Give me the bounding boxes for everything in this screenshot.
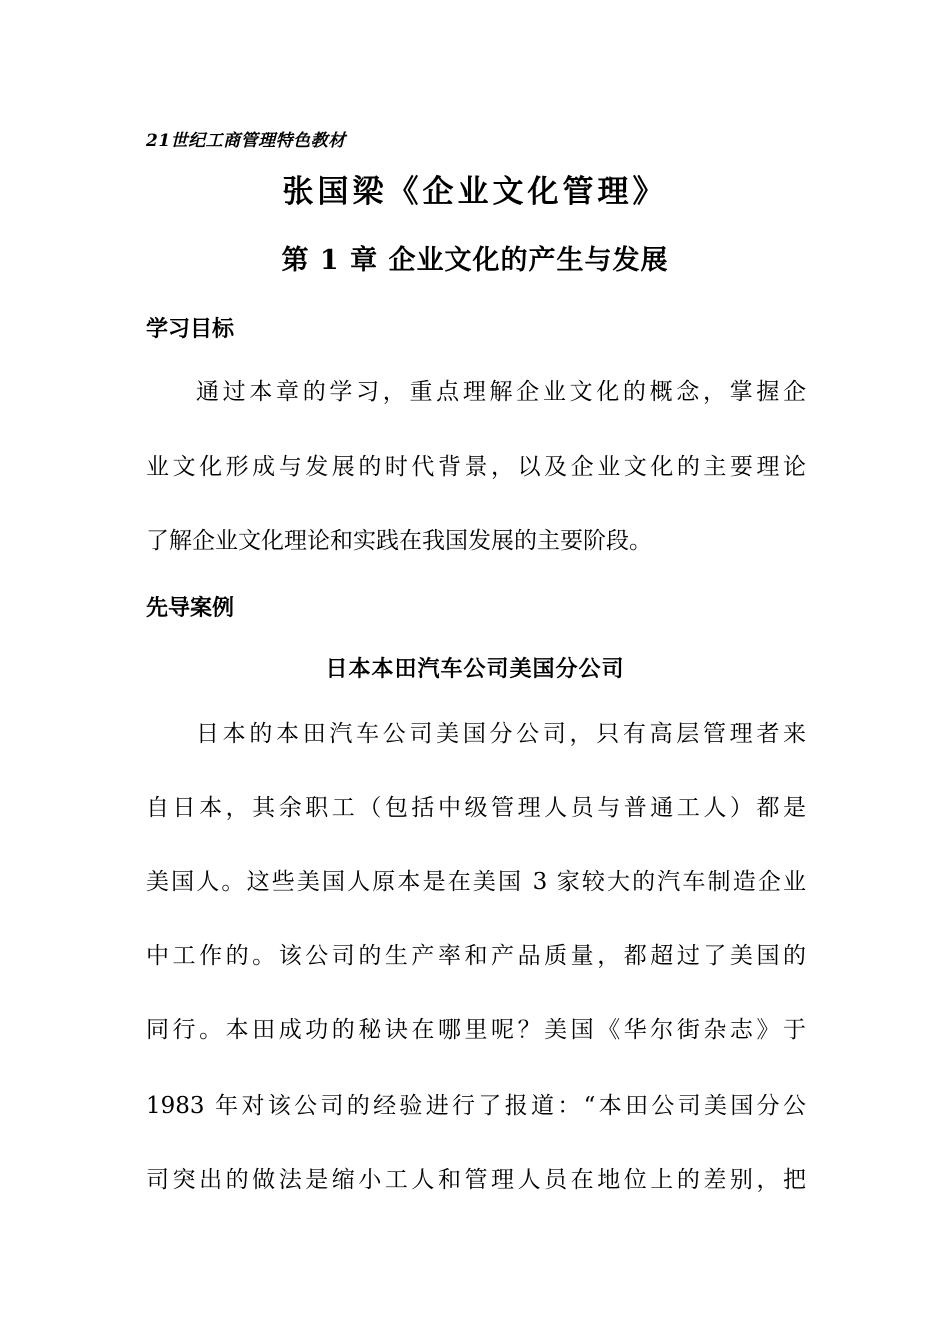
objectives-line: 了解企业文化理论和实践在我国发展的主要阶段。 <box>146 528 652 554</box>
objectives-line: 通过本章的学习，重点理解企业文化的概念，掌握企 <box>196 379 806 405</box>
chapter-title: 第 1 章 企业文化的产生与发展 <box>281 245 669 276</box>
objectives-heading: 学习目标 <box>146 317 235 342</box>
case-line: 同行。本田成功的秘诀在哪里呢？美国《华尔街杂志》于 <box>146 1017 806 1043</box>
objectives-line: 业文化形成与发展的时代背景，以及企业文化的主要理论 <box>146 454 806 480</box>
book-title: 张国梁《企业文化管理》 <box>282 174 668 210</box>
case-line: 美国人。这些美国人原本是在美国 3 家较大的汽车制造企业 <box>146 869 806 895</box>
case-title: 日本本田汽车公司美国分公司 <box>325 657 625 682</box>
case-line: 中工作的。该公司的生产率和产品质量，都超过了美国的 <box>146 943 806 969</box>
case-line: 日本的本田汽车公司美国分公司，只有高层管理者来 <box>196 721 806 747</box>
case-heading: 先导案例 <box>146 596 235 621</box>
case-line: 司突出的做法是缩小工人和管理人员在地位上的差别，把 <box>146 1167 806 1193</box>
case-line: 自日本，其余职工（包括中级管理人员与普通工人）都是 <box>146 795 806 821</box>
case-line: 1983 年对该公司的经验进行了报道：“本田公司美国分公 <box>146 1093 806 1119</box>
series-label: 21世纪工商管理特色教材 <box>146 131 346 151</box>
